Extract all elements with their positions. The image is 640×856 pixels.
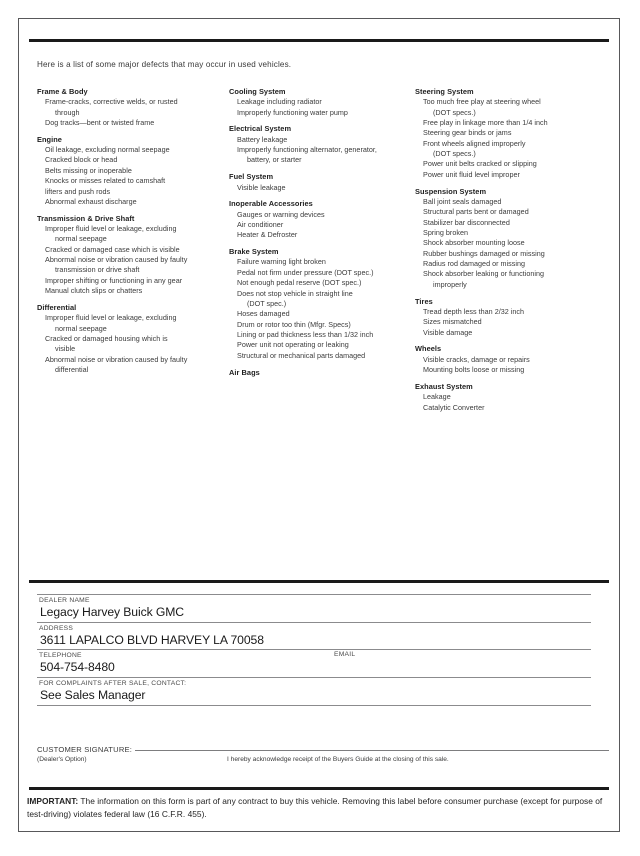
- defect-item: [37, 197, 223, 207]
- important-prefix: IMPORTANT:: [27, 796, 79, 806]
- dealer-address-label: ADDRESS: [39, 624, 74, 632]
- defect-item-continuation: normal seepage: [55, 323, 107, 333]
- defect-list: [37, 313, 223, 375]
- defect-group: [37, 214, 223, 297]
- defect-item: [415, 249, 607, 259]
- defect-list: [415, 97, 607, 180]
- defect-list: [415, 197, 607, 290]
- defect-group-title: Engine: [37, 134, 62, 144]
- defect-item-text: Does not stop vehicle in straight line: [237, 288, 353, 298]
- defect-list: [229, 210, 409, 241]
- defect-item-continuation: (DOT specs.): [433, 149, 476, 159]
- defect-list: [37, 145, 223, 207]
- defect-item-text: Visible damage: [423, 327, 473, 337]
- defect-item: [37, 355, 223, 376]
- defect-item-text: Power unit fluid level improper: [423, 169, 520, 179]
- defect-item: [229, 320, 409, 330]
- defect-group-title: Steering System: [415, 87, 474, 96]
- signature-sub-row: [37, 756, 609, 763]
- dealer-address-field[interactable]: [37, 622, 591, 650]
- defect-item-text: Dog tracks—bent or twisted frame: [45, 117, 155, 127]
- defect-group: [229, 247, 409, 361]
- defect-item: [37, 176, 223, 186]
- defect-item: [415, 392, 607, 402]
- defect-item: [415, 97, 607, 118]
- defect-group-title: Transmission & Drive Shaft: [37, 213, 135, 223]
- defect-item: [415, 197, 607, 207]
- defect-item: [229, 289, 409, 310]
- defect-group-title: Tires: [415, 296, 433, 306]
- defect-item: [37, 166, 223, 176]
- defects-columns: [37, 87, 607, 413]
- defect-item: [229, 220, 409, 230]
- top-divider-rule: [29, 39, 609, 42]
- defect-list: [415, 307, 607, 338]
- defect-item-text: Abnormal exhaust discharge: [45, 196, 137, 206]
- defect-item: [415, 238, 607, 248]
- defect-item-text: Battery leakage: [237, 134, 288, 144]
- defect-item: [415, 228, 607, 238]
- defect-item-text: Knocks or misses related to camshaft: [45, 176, 166, 186]
- defect-group-title: Frame & Body: [37, 87, 88, 96]
- defect-group: [415, 344, 607, 375]
- defect-group-title: Exhaust System: [415, 381, 473, 391]
- defect-item-text: Pedal not firm under pressure (DOT spec.): [237, 267, 374, 277]
- defect-group: [229, 199, 409, 240]
- defect-item: [37, 224, 223, 245]
- defect-item-continuation: normal seepage: [55, 234, 107, 244]
- defect-item-text: Cracked or damaged housing which is: [45, 333, 168, 343]
- dealer-complaints-value: See Sales Manager: [40, 688, 146, 703]
- defect-item: [37, 118, 223, 128]
- defect-item: [37, 255, 223, 276]
- defect-group: [415, 382, 607, 413]
- defect-item-text: lifters and push rods: [45, 186, 111, 196]
- defect-item: [229, 97, 409, 107]
- defect-item-text: Heater & Defroster: [237, 230, 298, 240]
- defect-item: [37, 313, 223, 334]
- defect-item: [37, 276, 223, 286]
- defect-item: [415, 159, 607, 169]
- defect-item-text: Gauges or warning devices: [237, 209, 325, 219]
- defect-item: [229, 351, 409, 361]
- defect-item-text: Catalytic Converter: [423, 402, 485, 412]
- defect-item-text: Shock absorber leaking or functioning: [423, 269, 545, 279]
- defect-item-text: Drum or rotor too thin (Mfgr. Specs): [237, 319, 351, 329]
- defect-item-continuation: battery, or starter: [247, 155, 302, 165]
- defect-group-title: Brake System: [229, 247, 279, 257]
- defect-item-text: Steering gear binds or jams: [423, 128, 512, 138]
- dealer-email-label: EMAIL: [334, 651, 356, 659]
- defect-list: [37, 97, 223, 128]
- defect-item: [415, 355, 607, 365]
- acknowledgement-text: I hereby acknowledge receipt of the Buyers Guide at the closing of this sale.: [227, 756, 449, 763]
- defect-item-text: Too much free play at steering wheel: [423, 97, 541, 107]
- defect-list: [229, 97, 409, 118]
- defect-item-text: Visible cracks, damage or repairs: [423, 354, 530, 364]
- defects-column-middle: [229, 87, 415, 378]
- dealer-section-divider-rule: [29, 580, 609, 583]
- defects-column-left: [37, 87, 229, 375]
- defect-list: [37, 224, 223, 297]
- defect-item: [415, 328, 607, 338]
- defect-item-text: Rubber bushings damaged or missing: [423, 248, 545, 258]
- defect-item: [415, 218, 607, 228]
- defect-list: [415, 355, 607, 376]
- customer-signature-block: [37, 745, 609, 763]
- defect-item-text: Radius rod damaged or missing: [423, 259, 526, 269]
- defect-group: [37, 303, 223, 375]
- defect-item-text: Air conditioner: [237, 220, 284, 230]
- defect-item: [415, 139, 607, 160]
- signature-line-row: [37, 745, 609, 754]
- customer-signature-label: CUSTOMER SIGNATURE:: [37, 745, 133, 754]
- defect-item: [229, 108, 409, 118]
- defect-group: [229, 368, 409, 377]
- defect-group-title: Suspension System: [415, 186, 487, 196]
- defect-group: [229, 124, 409, 165]
- defect-group-title: Wheels: [415, 344, 442, 354]
- defect-item: [37, 155, 223, 165]
- defect-item-text: Improper shifting or functioning in any gear: [45, 275, 183, 285]
- dealer-telephone-label: TELEPHONE: [39, 652, 82, 660]
- defect-item-text: Spring broken: [423, 227, 469, 237]
- dealer-complaints-label: FOR COMPLAINTS AFTER SALE, CONTACT:: [39, 679, 187, 687]
- defect-group: [229, 87, 409, 118]
- defect-item: [229, 340, 409, 350]
- defect-item-text: Not enough pedal reserve (DOT spec.): [237, 278, 362, 288]
- defect-item: [415, 307, 607, 317]
- defect-item-text: Belts missing or inoperable: [45, 165, 132, 175]
- defect-list: [415, 392, 607, 413]
- defect-item-text: Abnormal noise or vibration caused by faulty: [45, 255, 188, 265]
- defect-item: [415, 207, 607, 217]
- defect-item: [37, 334, 223, 355]
- defect-group: [37, 135, 223, 207]
- defect-item: [415, 269, 607, 290]
- defect-list: [229, 183, 409, 193]
- defect-item: [415, 259, 607, 269]
- defect-item: [415, 365, 607, 375]
- defect-item-text: Power unit not operating or leaking: [237, 340, 349, 350]
- defect-item-text: Manual clutch slips or chatters: [45, 286, 143, 296]
- defect-item-continuation: improperly: [433, 279, 467, 289]
- defect-item-text: Leakage: [423, 392, 451, 402]
- defect-group-title: Electrical System: [229, 124, 292, 134]
- dealers-option-label: (Dealer's Option): [37, 756, 87, 763]
- defect-group: [415, 187, 607, 290]
- defect-list: [229, 135, 409, 166]
- defect-item-text: Sizes mismatched: [423, 317, 482, 327]
- defect-item-text: Improperly functioning alternator, generator,: [237, 145, 377, 155]
- defect-item: [415, 317, 607, 327]
- important-divider-rule: [29, 787, 609, 790]
- defect-item-text: Structural parts bent or damaged: [423, 207, 529, 217]
- defect-group: [415, 87, 607, 180]
- defect-item-text: Power unit belts cracked or slipping: [423, 159, 537, 169]
- defect-group: [37, 87, 223, 128]
- buyers-guide-page: [18, 18, 620, 832]
- defect-item: [229, 210, 409, 220]
- defect-item: [229, 183, 409, 193]
- defect-item: [37, 97, 223, 118]
- defect-item: [37, 187, 223, 197]
- signature-input-line[interactable]: [135, 750, 609, 751]
- defect-item: [229, 145, 409, 166]
- defect-item-text: Mounting bolts loose or missing: [423, 365, 525, 375]
- defect-item-continuation: through: [55, 107, 80, 117]
- defect-item-text: Improper fluid level or leakage, excluding: [45, 223, 177, 233]
- defect-item-continuation: (DOT specs.): [433, 107, 476, 117]
- defect-item-text: Cracked or damaged case which is visible: [45, 244, 180, 254]
- defect-item-text: Free play in linkage more than 1/4 inch: [423, 117, 548, 127]
- defect-item-text: Tread depth less than 2/32 inch: [423, 306, 525, 316]
- dealer-info-block: [37, 594, 591, 706]
- defects-column-right: [415, 87, 607, 413]
- defect-item-text: Leakage including radiator: [237, 97, 322, 107]
- defect-group-title: Air Bags: [229, 367, 260, 377]
- defect-item-continuation: visible: [55, 344, 76, 354]
- defect-item: [37, 245, 223, 255]
- defect-item-text: Shock absorber mounting loose: [423, 238, 525, 248]
- defect-item-text: Oil leakage, excluding normal seepage: [45, 145, 170, 155]
- defect-item-text: Ball joint seals damaged: [423, 196, 502, 206]
- defect-item-continuation: differential: [55, 365, 89, 375]
- defect-item: [229, 135, 409, 145]
- defect-item: [229, 230, 409, 240]
- dealer-block-bottom-rule: [37, 705, 591, 706]
- defect-item: [229, 309, 409, 319]
- defect-item-text: Lining or pad thickness less than 1/32 inch: [237, 330, 374, 339]
- dealer-name-field[interactable]: [37, 594, 591, 622]
- defect-item-text: Cracked block or head: [45, 155, 118, 165]
- dealer-complaints-field[interactable]: [37, 677, 591, 705]
- dealer-name-label: DEALER NAME: [39, 597, 90, 604]
- dealer-telephone-field[interactable]: [37, 649, 591, 677]
- dealer-telephone-value: 504-754-8480: [40, 660, 115, 675]
- defect-item-text: Visible leakage: [237, 182, 286, 192]
- defect-group-title: Fuel System: [229, 172, 274, 182]
- defect-item-continuation: transmission or drive shaft: [55, 265, 140, 275]
- dealer-name-value: Legacy Harvey Buick GMC: [40, 605, 184, 620]
- dealer-address-value: 3611 LAPALCO BLVD HARVEY LA 70058: [40, 632, 264, 647]
- defect-group: [229, 172, 409, 193]
- defect-item-text: Abnormal noise or vibration caused by faulty: [45, 354, 188, 364]
- defect-item: [37, 286, 223, 296]
- defect-group-title: Cooling System: [229, 87, 286, 96]
- defect-group: [415, 297, 607, 338]
- defect-item-text: Failure warning light broken: [237, 257, 326, 267]
- defect-item: [415, 118, 607, 128]
- defect-item: [415, 128, 607, 138]
- defect-list: [229, 257, 409, 361]
- defect-item-text: Hoses damaged: [237, 309, 290, 319]
- defect-item-text: Improper fluid level or leakage, excluding: [45, 313, 177, 323]
- defect-item-continuation: (DOT spec.): [247, 298, 287, 308]
- defect-group-title: Inoperable Accessories: [229, 199, 313, 209]
- defect-item: [229, 268, 409, 278]
- defect-item: [37, 145, 223, 155]
- defect-item-text: Front wheels aligned improperly: [423, 138, 526, 148]
- defect-item-text: Stabilizer bar disconnected: [423, 217, 510, 227]
- defect-item: [229, 278, 409, 288]
- defect-item: [229, 257, 409, 267]
- intro-text: Here is a list of some major defects that may occur in used vehicles.: [37, 60, 292, 69]
- defect-item-text: Improperly functioning water pump: [237, 107, 348, 117]
- important-body: The information on this form is part of any contract to buy this vehicle. Removing this label before consumer purchase (except for purpose of test-driving) violates federal law (16 C.F.R. 455).: [27, 796, 603, 819]
- defect-item: [415, 170, 607, 180]
- defect-item: [415, 403, 607, 413]
- important-notice: [27, 795, 605, 820]
- defect-item-text: Structural or mechanical parts damaged: [237, 350, 366, 360]
- defect-item: [229, 330, 409, 340]
- defect-item-text: Frame-cracks, corrective welds, or rusted: [45, 97, 178, 107]
- defect-group-title: Differential: [37, 303, 77, 312]
